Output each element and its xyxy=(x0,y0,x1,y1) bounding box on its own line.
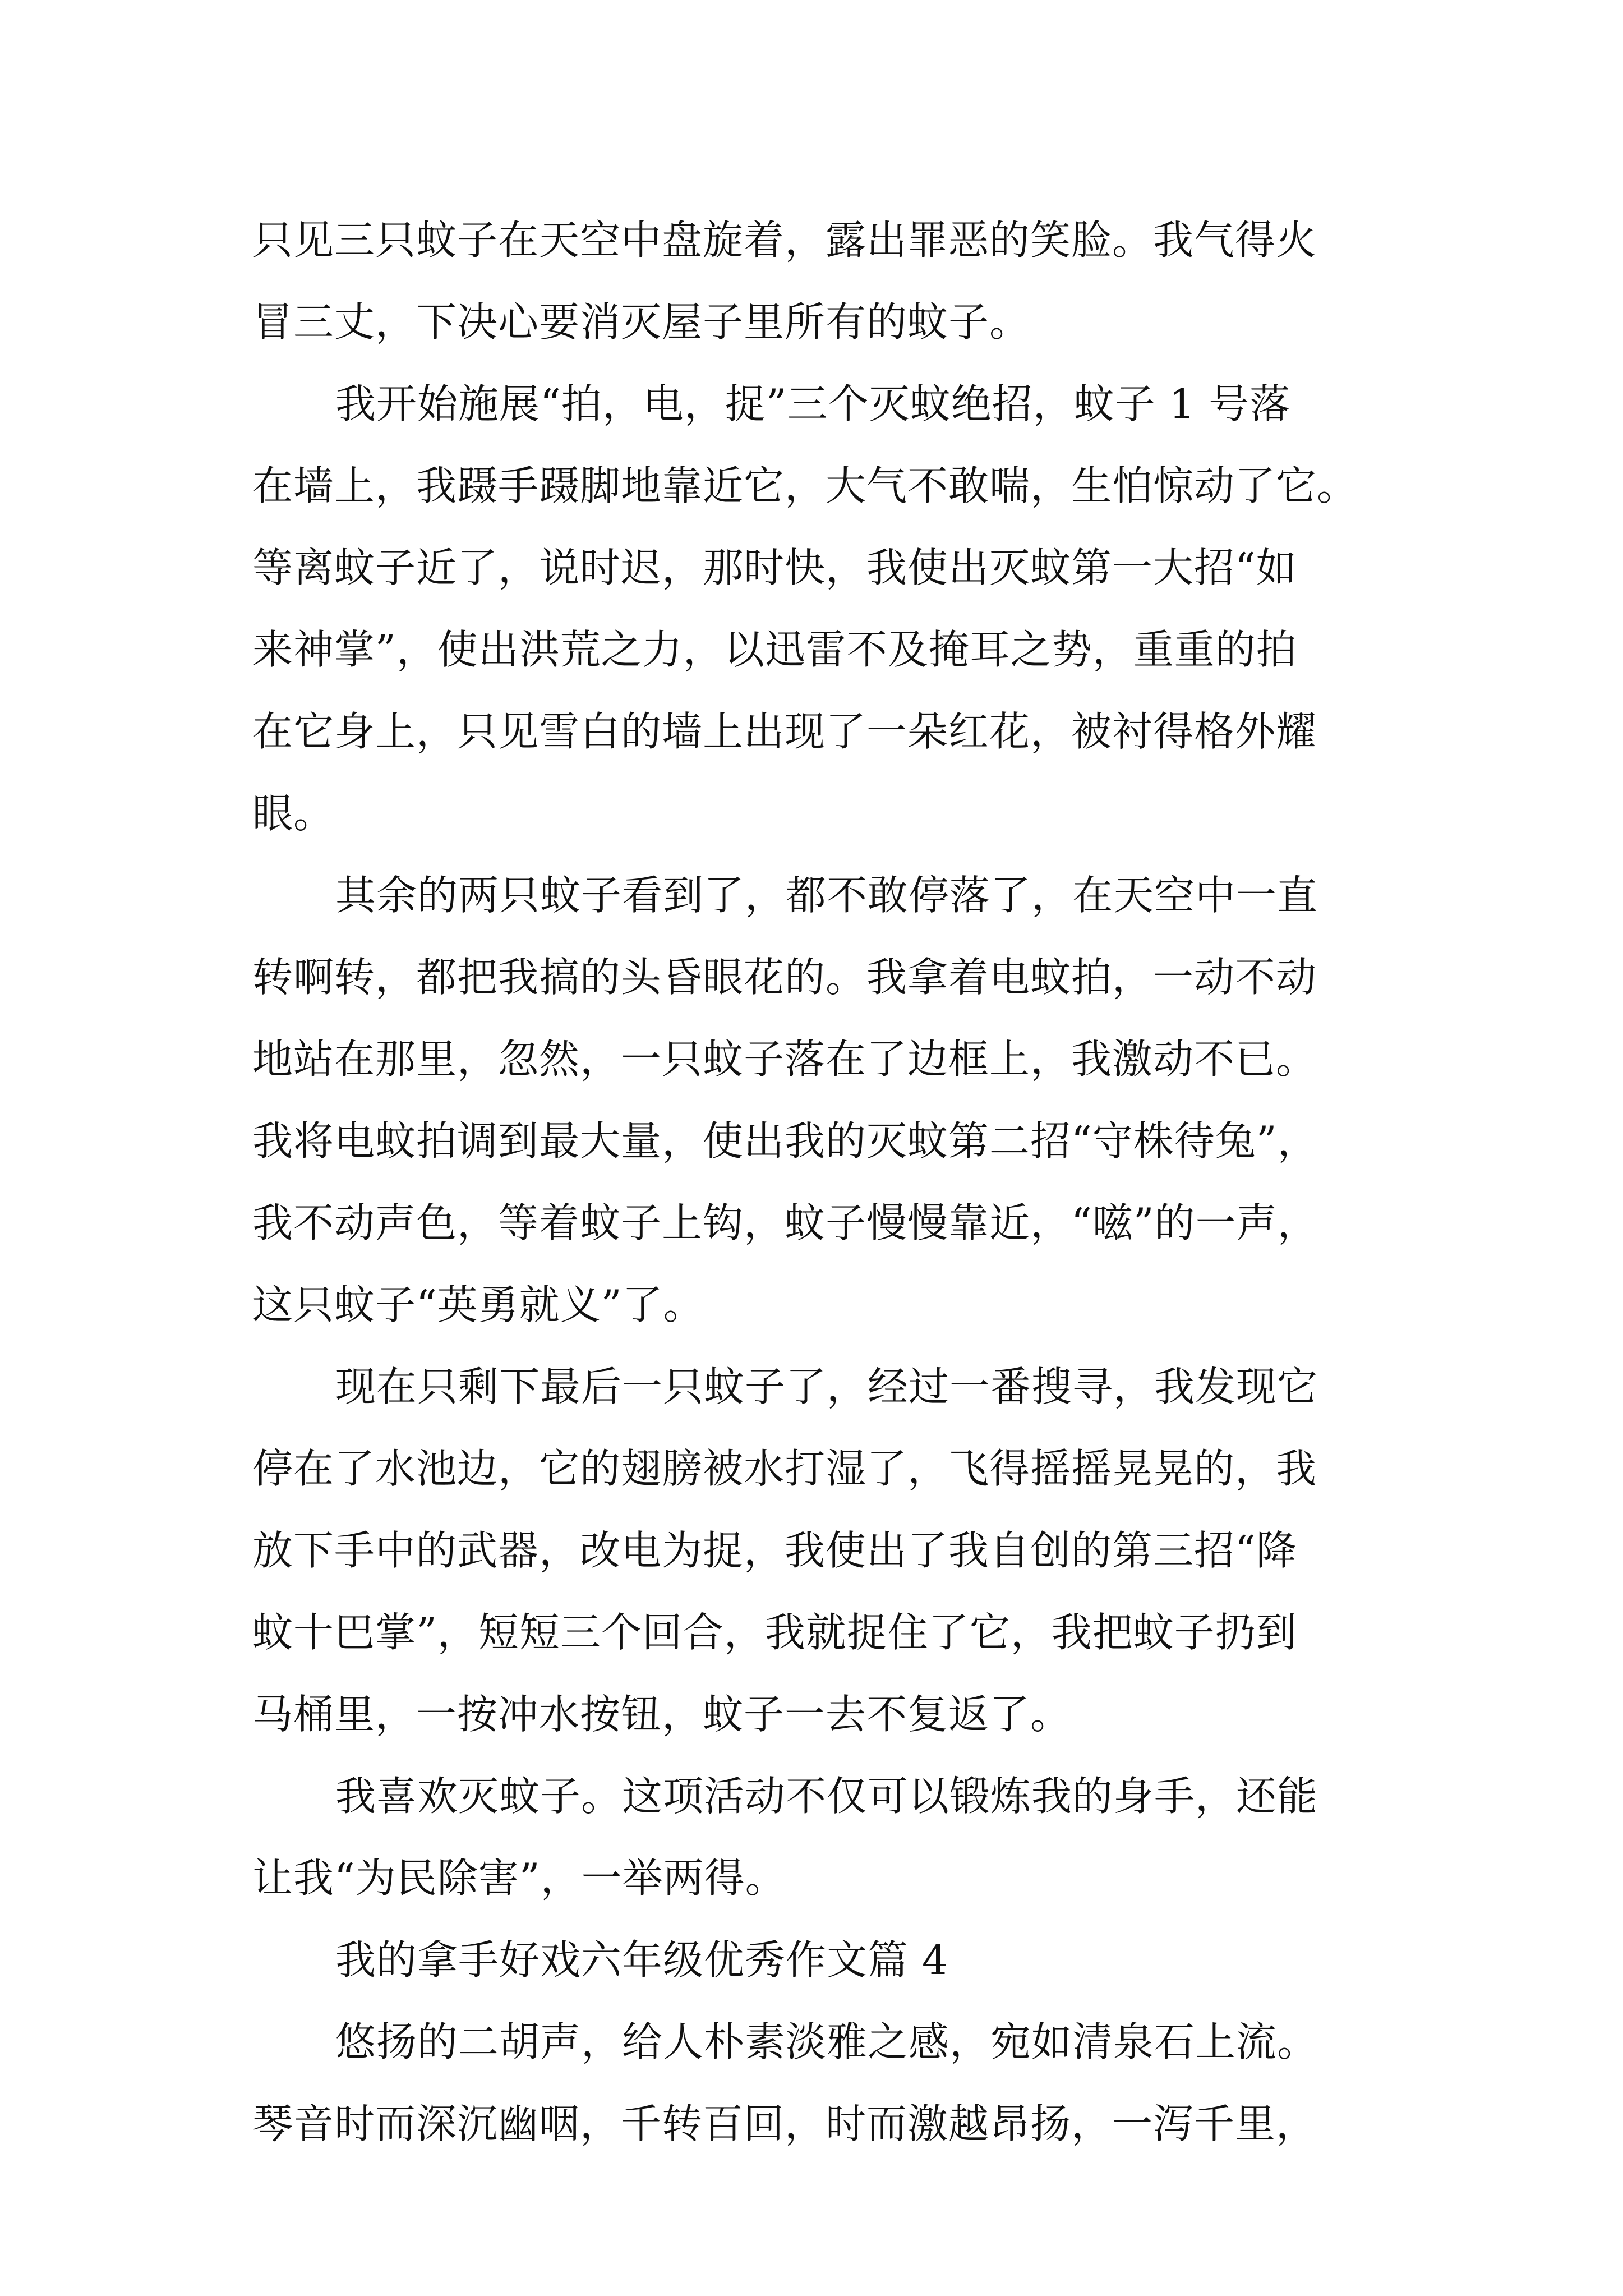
paragraph-start-line: 我开始施展“拍，电，捉”三个灭蚊绝招，蚊子 1 号落 xyxy=(335,380,1291,427)
paragraph-start-line: 我喜欢灭蚊子。这项活动不仅可以锻炼我的身手，还能 xyxy=(335,1773,1318,1820)
text-line: 只见三只蚊子在天空中盘旋着，露出罪恶的笑脸。我气得火 xyxy=(252,217,1317,264)
text-line: 琴音时而深沉幽咽，千转百回，时而激越昂扬，一泻千里， xyxy=(252,2100,1317,2147)
document-page xyxy=(252,199,1391,2165)
text-line: 地站在那里，忽然，一只蚊子落在了边框上，我激动不已。 xyxy=(252,1036,1317,1083)
text-line: 冒三丈，下决心要消灭屋子里所有的蚊子。 xyxy=(252,298,1031,346)
text-line: 停在了水池边，它的翅膀被水打湿了，飞得摇摇晃晃的，我 xyxy=(252,1445,1317,1492)
section-heading: 我的拿手好戏六年级优秀作文篇 4 xyxy=(335,1936,948,1984)
text-line: 在墙上，我蹑手蹑脚地靠近它，大气不敢喘，生怕惊动了它。 xyxy=(252,462,1358,509)
paragraph-start-line: 其余的两只蚊子看到了，都不敢停落了，在天空中一直 xyxy=(335,872,1318,919)
text-line: 在它身上，只见雪白的墙上出现了一朵红花，被衬得格外耀 xyxy=(252,708,1317,755)
text-line: 等离蚊子近了，说时迟，那时快，我使出灭蚊第一大招“如 xyxy=(252,544,1297,591)
text-line: 马桶里，一按冲水按钮，蚊子一去不复返了。 xyxy=(252,1691,1072,1738)
text-line: 我将电蚊拍调到最大量，使出我的灭蚊第二招“守株待兔”， xyxy=(252,1117,1318,1165)
paragraph-start-line: 悠扬的二胡声，给人朴素淡雅之感，宛如清泉石上流。 xyxy=(335,2018,1318,2065)
text-line: 蚊十巴掌”，短短三个回合，我就捉住了它，我把蚊子扔到 xyxy=(252,1609,1297,1656)
text-line: 眼。 xyxy=(252,790,335,837)
text-line: 这只蚊子“英勇就义”了。 xyxy=(252,1281,704,1328)
text-line: 转啊转，都把我搞的头昏眼花的。我拿着电蚊拍，一动不动 xyxy=(252,954,1317,1001)
paragraph-start-line: 现在只剩下最后一只蚊子了，经过一番搜寻，我发现它 xyxy=(335,1363,1318,1410)
text-line: 放下手中的武器，改电为捉，我使出了我自创的第三招“降 xyxy=(252,1527,1297,1574)
text-line: 让我“为民除害”，一举两得。 xyxy=(252,1855,786,1902)
text-line: 我不动声色，等着蚊子上钩，蚊子慢慢靠近，“嗞”的一声， xyxy=(252,1199,1318,1246)
text-line: 来神掌”，使出洪荒之力，以迅雷不及掩耳之势，重重的拍 xyxy=(252,626,1297,673)
